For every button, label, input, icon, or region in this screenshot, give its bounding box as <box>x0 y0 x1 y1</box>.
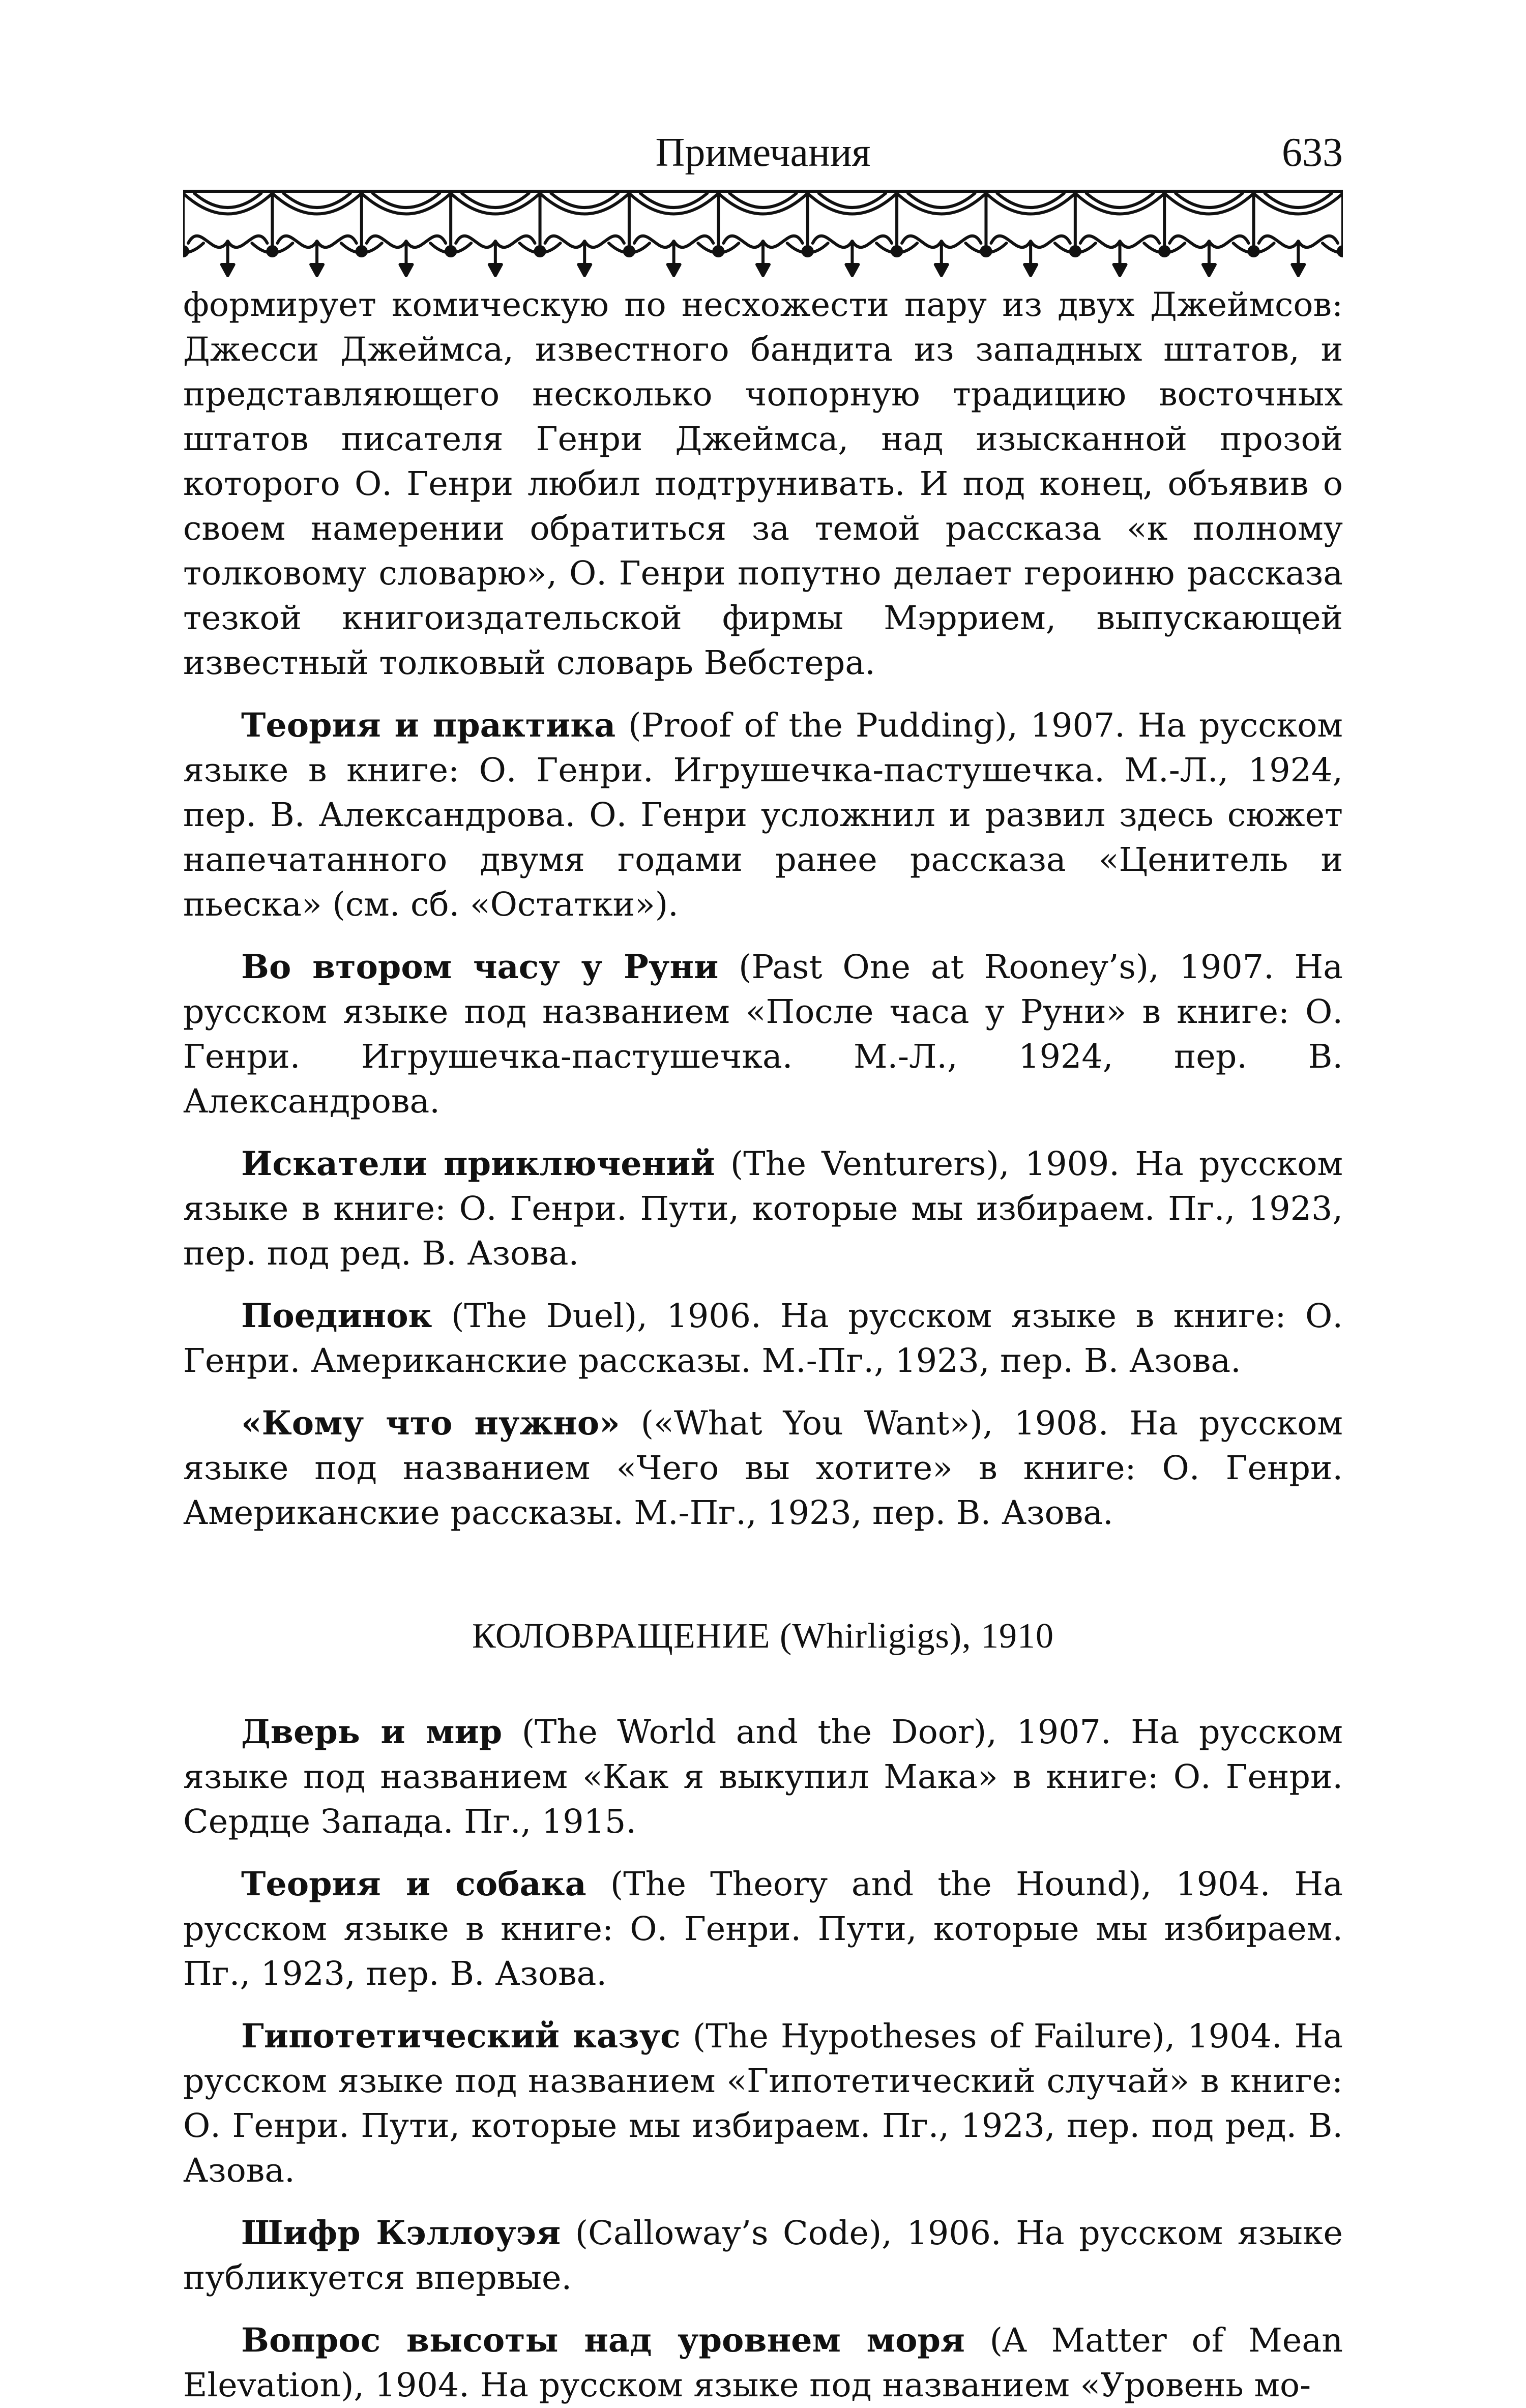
note-entry <box>183 2318 1343 2408</box>
story-title: Кому что нужно <box>261 1404 600 1443</box>
note-text: (Proof of the Pudding), 1907. На русском языке в книге: О. Генри. Игрушечка-пастушечка. М.-Л., 1924, пер. В. Александрова. О. Генри усложнил и развил здесь сюжет напечатанного двумя годами ранее рассказа «Ценитель и пьеска» (см. сб. «Остатки»). <box>183 707 1343 924</box>
story-title: Вопрос высоты над уровнем моря <box>241 2321 965 2360</box>
page-number: 633 <box>1282 130 1343 175</box>
note-text: (The Theory and the Hound), 1904. На русском языке в книге: О. Генри. Пути, которые мы избираем. Пг., 1923, пер. В. Азова. <box>183 1865 1343 1993</box>
story-title: Поединок <box>241 1297 432 1335</box>
title-quote-close: » <box>599 1404 620 1443</box>
story-title: Теория и собака <box>241 1865 586 1903</box>
note-entry <box>183 1141 1343 1276</box>
note-entry <box>183 945 1343 1124</box>
note-text: (Calloway’s Code), 1906. На русском языке публикуется впервые. <box>183 2214 1343 2297</box>
book-page <box>183 122 1343 2408</box>
note-text: (The World and the Door), 1907. На русском языке под названием «Как я выкупил Мака» в книге: О. Генри. Сердце Запада. Пг., 1915. <box>183 1713 1343 1841</box>
story-title: Шифр Кэллоуэя <box>241 2214 561 2252</box>
note-text: (The Duel), 1906. На русском языке в книге: О. Генри. Американские рассказы. М.-Пг., 1923, пер. В. Азова. <box>183 1297 1343 1380</box>
note-text: («What You Want»), 1908. На русском языке под названием «Чего вы хотите» в книге: О. Генри. Американские рассказы. М.-Пг., 1923, пер. В. Азова. <box>183 1404 1343 1532</box>
lace-border-icon <box>183 186 1343 283</box>
note-entry <box>183 2014 1343 2193</box>
note-text: (A Matter of Mean Elevation), 1904. На русском языке под названием «Уровень мо- <box>183 2322 1343 2404</box>
section-heading: КОЛОВРАЩЕНИЕ (Whirligigs), 1910 <box>472 1617 1054 1656</box>
intro-paragraph: формирует комическую по несхожести пару из двух Джеймсов: Джесси Джеймса, известного бандита из западных штатов, и представляющего несколько чопорную традицию восточных штатов писателя Генри Джеймса, над изысканной прозой которого О. Генри любил подтрунивать. И под конец, объявив о своем намерении обратиться за темой рассказа «к полному толковому словарю», О. Генри попутно делает героиню рассказа тезкой книгоиздательской фирмы Мэррием, выпускающей известный толковый словарь Вебстера. <box>183 286 1343 682</box>
running-title: Примечания <box>655 130 871 175</box>
note-entry <box>183 1862 1343 1996</box>
note-text: (The Hypotheses of Failure), 1904. На русском языке под названием «Гипотетический случай» в книге: О. Генри. Пути, которые мы избираем. Пг., 1923, пер. под ред. В. Азова. <box>183 2017 1343 2190</box>
note-entry <box>183 1294 1343 1384</box>
note-text: (Past One at Rooney’s), 1907. На русском языке под названием «После часа у Руни» в книге: О. Генри. Игрушечка-пастушечка. М.-Л., 1924, пер. В. Александрова. <box>183 948 1343 1121</box>
title-quote-open: « <box>241 1404 262 1443</box>
note-entry <box>183 1401 1343 1536</box>
story-title: Во втором часу у Руни <box>241 948 719 986</box>
story-title: Искатели приключений <box>241 1144 715 1183</box>
story-title: Теория и практика <box>241 706 616 745</box>
note-text: (The Venturers), 1909. На русском языке в книге: О. Генри. Пути, которые мы избираем. Пг., 1923, пер. под ред. В. Азова. <box>183 1145 1343 1273</box>
story-title: Гипотетический казус <box>241 2017 681 2055</box>
running-head <box>183 122 1343 183</box>
note-entry <box>183 703 1343 927</box>
note-entry <box>183 1710 1343 1844</box>
story-title: Дверь и мир <box>241 1713 503 1751</box>
note-entry <box>183 2211 1343 2301</box>
